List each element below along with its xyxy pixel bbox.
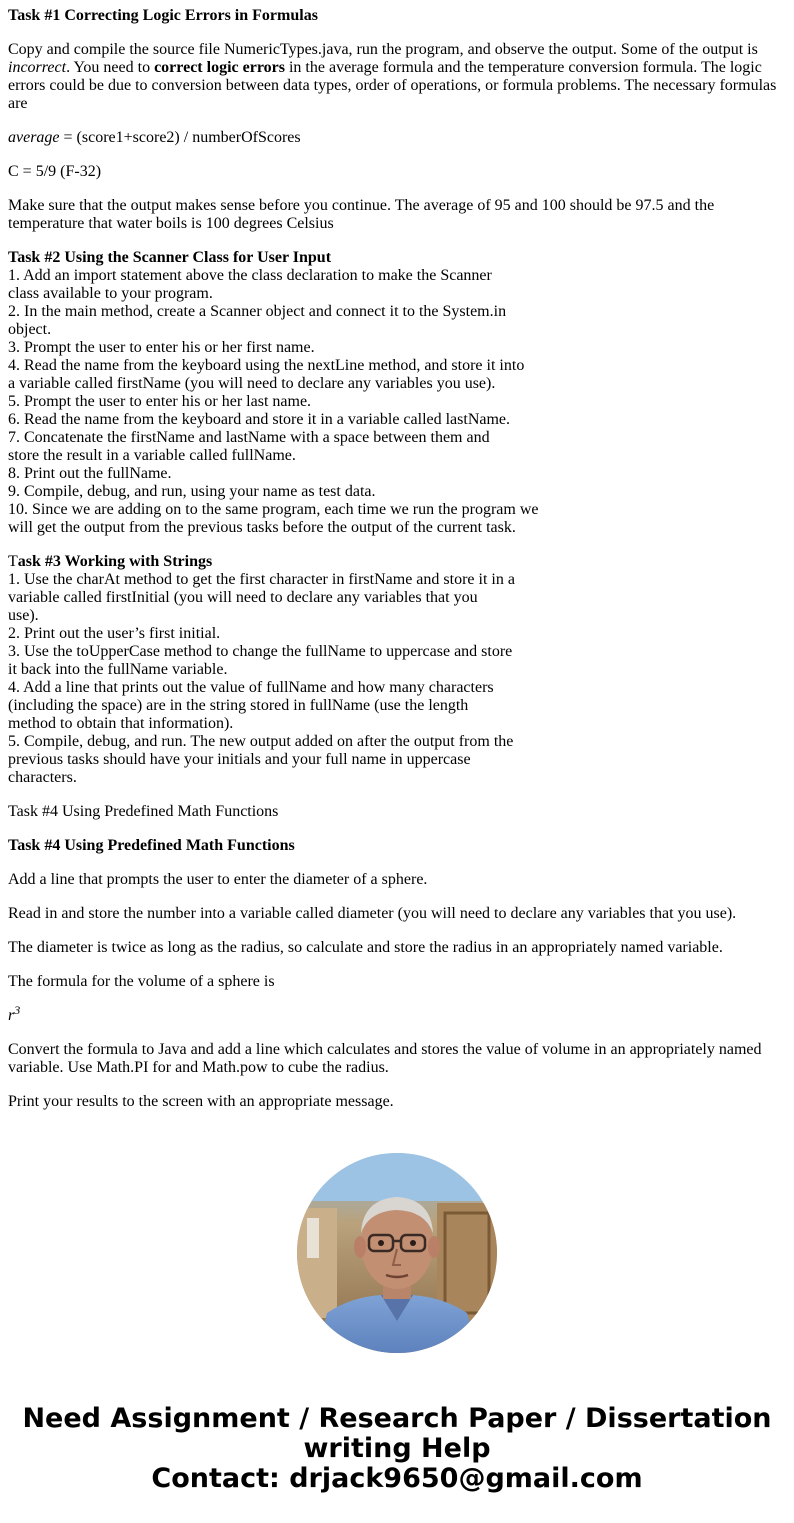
task1-heading: Task #1 Correcting Logic Errors in Formulas [8,7,318,24]
task4-heading: Task #4 Using Predefined Math Functions [8,837,295,854]
task3-heading: Task #3 Working with Strings [8,553,213,570]
task4-step-print: Print your results to the screen with an appropriate message. [8,1093,394,1110]
task2-heading: Task #2 Using the Scanner Class for User Input [8,249,332,266]
task2-line: store the result in a variable called fullName. [8,447,296,464]
task4-step-radius: The diameter is twice as long as the radius, so calculate and store the radius in an appropriately named variable. [8,939,723,956]
task2-section [8,249,786,537]
task2-line: will get the output from the previous tasks before the output of the current task. [8,519,516,536]
task4-step-prompt: Add a line that prompts the user to enter the diameter of a sphere. [8,871,428,888]
task2-line: object. [8,321,52,338]
task2-line: 1. Add an import statement above the class declaration to make the Scanner [8,267,492,284]
task1-intro: Copy and compile the source file NumericTypes.java, run the program, and observe the output. Some of the output is incorrect. You need to correct logic errors in the average formula and the temperature conversion formula. The logic errors could be due to conversion between data types, order of operations, or formula problems. The necessary formulas are [8,41,777,112]
task2-line: 8. Print out the fullName. [8,465,172,482]
task3-line: 5. Compile, debug, and run. The new output added on after the output from the [8,733,514,750]
task3-line: previous tasks should have your initials and your full name in uppercase [8,751,471,768]
footer-contact: Contact: drjack9650@gmail.com [151,1463,643,1494]
task2-line: 3. Prompt the user to enter his or her first name. [8,339,315,356]
task4-formula-intro: The formula for the volume of a sphere is [8,973,275,990]
document-body [8,7,786,1127]
author-photo [297,1153,497,1353]
task3-section [8,553,786,787]
task3-line: 2. Print out the user’s first initial. [8,625,221,642]
task2-line: 6. Read the name from the keyboard and store it in a variable called lastName. [8,411,511,428]
average-formula: average = (score1+score2) / numberOfScores [8,129,301,146]
task3-line: it back into the fullName variable. [8,661,228,678]
task3-line: use). [8,607,39,624]
sphere-volume-formula: $r^3$ [8,1003,21,1024]
task3-line: (including the space) are in the string stored in fullName (use the length [8,697,469,714]
task2-line: 7. Concatenate the firstName and lastName with a space between them and [8,429,490,446]
task3-line: method to obtain that information). [8,715,234,732]
task4-plain-heading: Task #4 Using Predefined Math Functions [8,803,279,820]
footer-line-1: Need Assignment / Research Paper / Dissertation [22,1403,772,1434]
footer-banner [0,1404,794,1494]
task1-note: Make sure that the output makes sense before you continue. The average of 95 and 100 should be 97.5 and the temperature that water boils is 100 degrees Celsius [8,197,715,232]
task3-line: variable called firstInitial (you will need to declare any variables that you [8,589,478,606]
task3-line: 4. Add a line that prints out the value of fullName and how many characters [8,679,494,696]
task2-line: 4. Read the name from the keyboard using the nextLine method, and store it into [8,357,525,374]
task2-line: class available to your program. [8,285,213,302]
task4-step-read: Read in and store the number into a variable called diameter (you will need to declare any variables that you use). [8,905,737,922]
task2-line: 10. Since we are adding on to the same program, each time we run the program we [8,501,539,518]
task3-line: 3. Use the toUpperCase method to change the fullName to uppercase and store [8,643,513,660]
task3-line: 1. Use the charAt method to get the first character in firstName and store it in a [8,571,515,588]
task2-line: a variable called firstName (you will need to declare any variables you use). [8,375,496,392]
task4-step-convert: Convert the formula to Java and add a line which calculates and stores the value of volume in an appropriately named variable. Use Math.PI for and Math.pow to cube the radius. [8,1041,762,1076]
task3-line: characters. [8,769,77,786]
footer-line-2: writing Help [303,1433,491,1464]
temperature-formula: C = 5/9 (F-32) [8,163,102,180]
task2-line: 5. Prompt the user to enter his or her last name. [8,393,312,410]
task2-line: 9. Compile, debug, and run, using your name as test data. [8,483,376,500]
author-photo-illustration [297,1153,497,1353]
task2-line: 2. In the main method, create a Scanner object and connect it to the System.in [8,303,507,320]
